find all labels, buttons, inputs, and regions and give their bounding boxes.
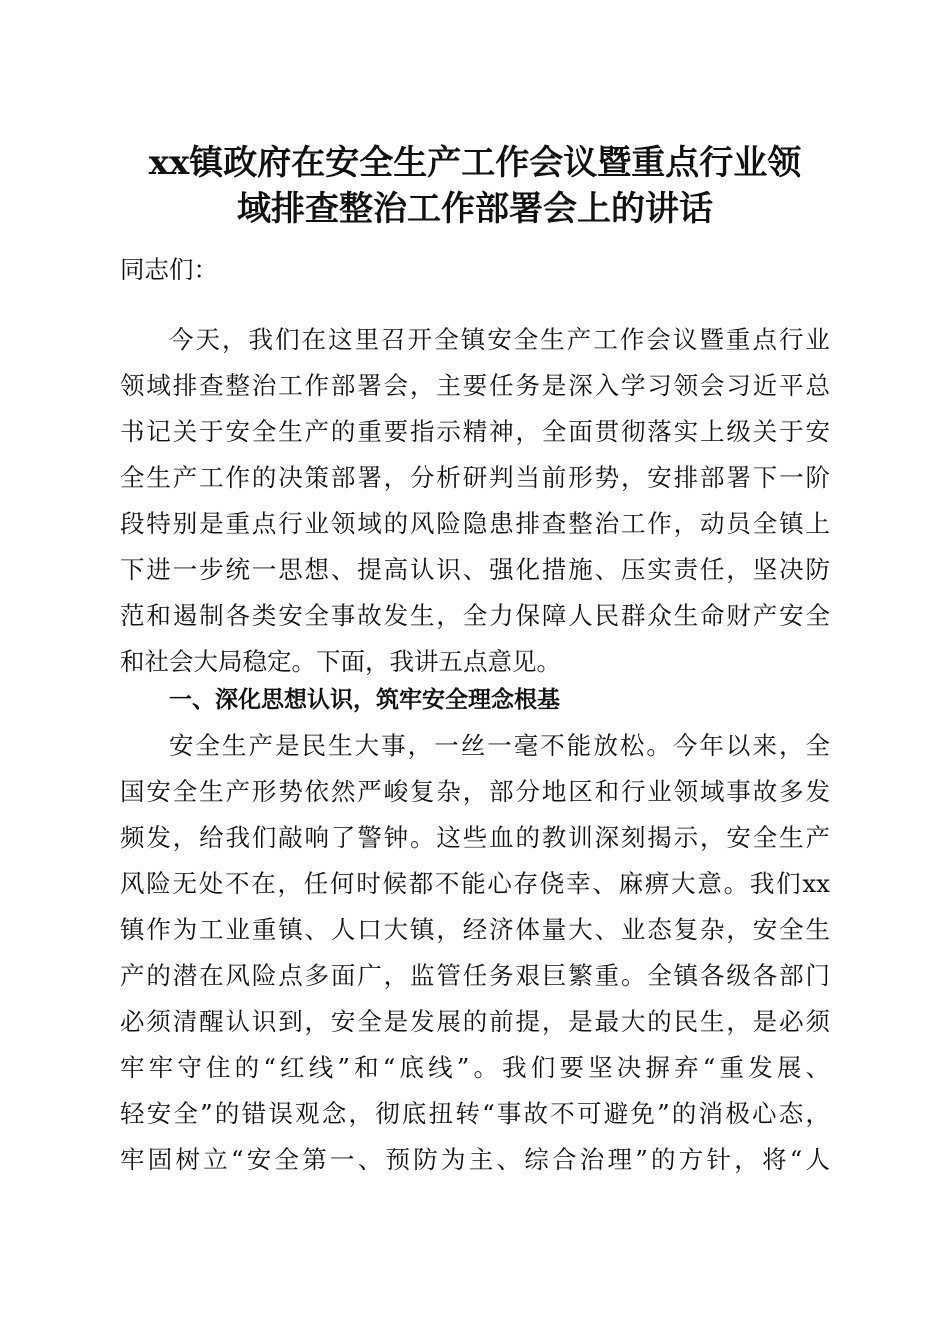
paragraph-2-line: 牢固树立“安全第一、预防为主、综合治理”的方针，将“人 (120, 1145, 830, 1174)
section-heading: 一、深化思想认识，筑牢安全理念根基 (169, 687, 560, 713)
paragraph-2-line: 镇作为工业重镇、人口大镇，经济体量大、业态复杂，安全生 (120, 915, 830, 944)
document-title-line-2: 域排查整治工作部署会上的讲话 (237, 189, 713, 229)
paragraph-1-line: 书记关于安全生产的重要指示精神，全面贯彻落实上级关于安 (120, 417, 830, 446)
paragraph-1-line: 领域排查整治工作部署会，主要任务是深入学习领会习近平总 (120, 371, 830, 400)
paragraph-1-line: 今天，我们在这里召开全镇安全生产工作会议暨重点行业 (169, 325, 830, 354)
paragraph-1-line: 段特别是重点行业领域的风险隐患排查整治工作，动员全镇上 (120, 509, 830, 538)
paragraph-1-line: 下进一步统一思想、提高认识、强化措施、压实责任，坚决防 (120, 555, 830, 584)
paragraph-1-line: 全生产工作的决策部署，分析研判当前形势，安排部署下一阶 (120, 463, 830, 492)
paragraph-1-line: 和社会大局稳定。下面，我讲五点意见。 (120, 647, 561, 676)
document-title-line-1: xx镇政府在安全生产工作会议暨重点行业领 (148, 143, 802, 183)
paragraph-2-line: 风险无处不在，任何时候都不能心存侥幸、麻痹大意。我们xx (120, 869, 830, 898)
paragraph-2-line: 轻安全”的错误观念，彻底扭转“事故不可避免”的消极心态， (120, 1099, 830, 1128)
paragraph-1-line: 范和遏制各类安全事故发生，全力保障人民群众生命财产安全 (120, 601, 830, 630)
paragraph-2-line: 频发，给我们敲响了警钟。这些血的教训深刻揭示，安全生产 (120, 823, 830, 852)
salutation: 同志们： (120, 255, 218, 284)
paragraph-2-line: 安全生产是民生大事，一丝一毫不能放松。今年以来，全 (169, 731, 830, 760)
paragraph-2-line: 牢牢守住的“红线”和“底线”。我们要坚决摒弃“重发展、 (120, 1053, 830, 1082)
paragraph-2-line: 必须清醒认识到，安全是发展的前提，是最大的民生，是必须 (120, 1007, 830, 1036)
paragraph-2-line: 产的潜在风险点多面广，监管任务艰巨繁重。全镇各级各部门 (120, 961, 830, 990)
paragraph-2-line: 国安全生产形势依然严峻复杂，部分地区和行业领域事故多发 (120, 777, 830, 806)
